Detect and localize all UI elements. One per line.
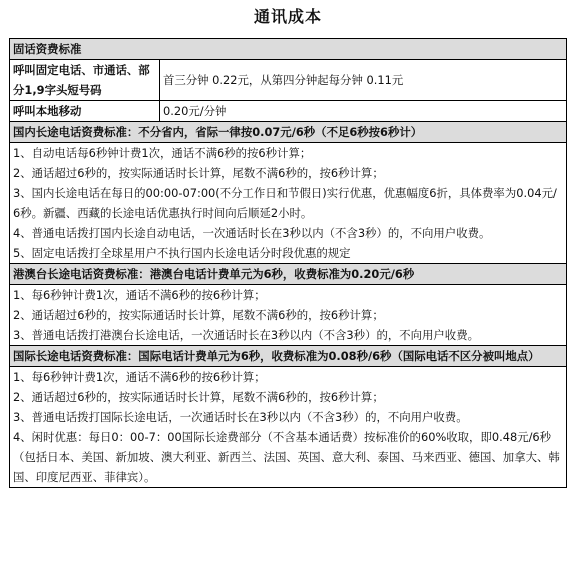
list-item: 2、通话超过6秒的，按实际通话时长计算，尾数不满6秒的，按6秒计算； (13, 390, 384, 404)
fixed-header: 固话资费标准 (10, 39, 567, 60)
intl-header: 国际长途电话资费标准：国际电话计费单元为6秒，收费标准为0.08秒/6秒（国际电话不区分被叫地点） (10, 346, 567, 367)
list-item: 2、通话超过6秒的，按实际通话时长计算，尾数不满6秒的，按6秒计算； (13, 308, 384, 322)
list-item: 3、国内长途电话在每日的00:00-07:00(不分工作日和节假日)实行优惠，优惠幅度6折，具体费率为0.04元/6秒。新疆、西藏的长途电话优惠执行时间向后顺延2小时。 (13, 186, 557, 220)
hkmt-header-row (10, 264, 567, 285)
domestic-body (10, 143, 567, 264)
list-item: 1、自动电话每6秒钟计费1次，通话不满6秒的按6秒计算； (13, 146, 312, 160)
list-item: 4、闲时优惠：每日0：00-7：00国际长途费部分（不含基本通话费）按标准价的60%收取，即0.48元/6秒（包括日本、美国、新加坡、澳大利亚、新西兰、法国、英国、意大利、泰国、马来西亚、德国、加拿大、韩国、印度尼西亚、菲律宾）。 (13, 430, 560, 484)
fee-table (9, 38, 567, 488)
list-item: 3、普通电话拨打国际长途电话，一次通话时长在3秒以内（不含3秒）的，不向用户收费。 (13, 410, 468, 424)
list-item: 5、固定电话拨打全球星用户不执行国内长途电话分时段优惠的规定 (13, 246, 351, 260)
hkmt-body (10, 285, 567, 346)
intl-header-row (10, 346, 567, 367)
hkmt-body-row (10, 285, 567, 346)
hkmt-header: 港澳台长途电话资费标准：港澳台电话计费单元为6秒，收费标准为0.20元/6秒 (10, 264, 567, 285)
list-item: 2、通话超过6秒的，按实际通话时长计算，尾数不满6秒的，按6秒计算； (13, 166, 384, 180)
fixed-row-1-value: 首三分钟 0.22元，从第四分钟起每分钟 0.11元 (160, 60, 567, 101)
list-item: 3、普通电话拨打港澳台长途电话，一次通话时长在3秒以内（不含3秒）的，不向用户收费。 (13, 328, 479, 342)
fixed-row-1 (10, 60, 567, 101)
fixed-header-row (10, 39, 567, 60)
page-title: 通讯成本 (253, 7, 322, 26)
domestic-header: 国内长途电话资费标准：不分省内，省际一律按0.07元/6秒（不足6秒按6秒计） (10, 122, 567, 143)
intl-body-row (10, 367, 567, 488)
domestic-header-row (10, 122, 567, 143)
fixed-row-1-label: 呼叫固定电话、市通话、部分1,9字头短号码 (10, 60, 160, 101)
domestic-body-row (10, 143, 567, 264)
fixed-row-2-value: 0.20元/分钟 (160, 101, 567, 122)
fixed-row-2-label: 呼叫本地移动 (10, 101, 160, 122)
list-item: 4、普通电话拨打国内长途自动电话，一次通话时长在3秒以内（不含3秒）的，不向用户收费。 (13, 226, 491, 240)
fixed-row-2 (10, 101, 567, 122)
list-item: 1、每6秒钟计费1次，通话不满6秒的按6秒计算； (13, 370, 266, 384)
intl-body (10, 367, 567, 488)
list-item: 1、每6秒钟计费1次，通话不满6秒的按6秒计算； (13, 288, 266, 302)
